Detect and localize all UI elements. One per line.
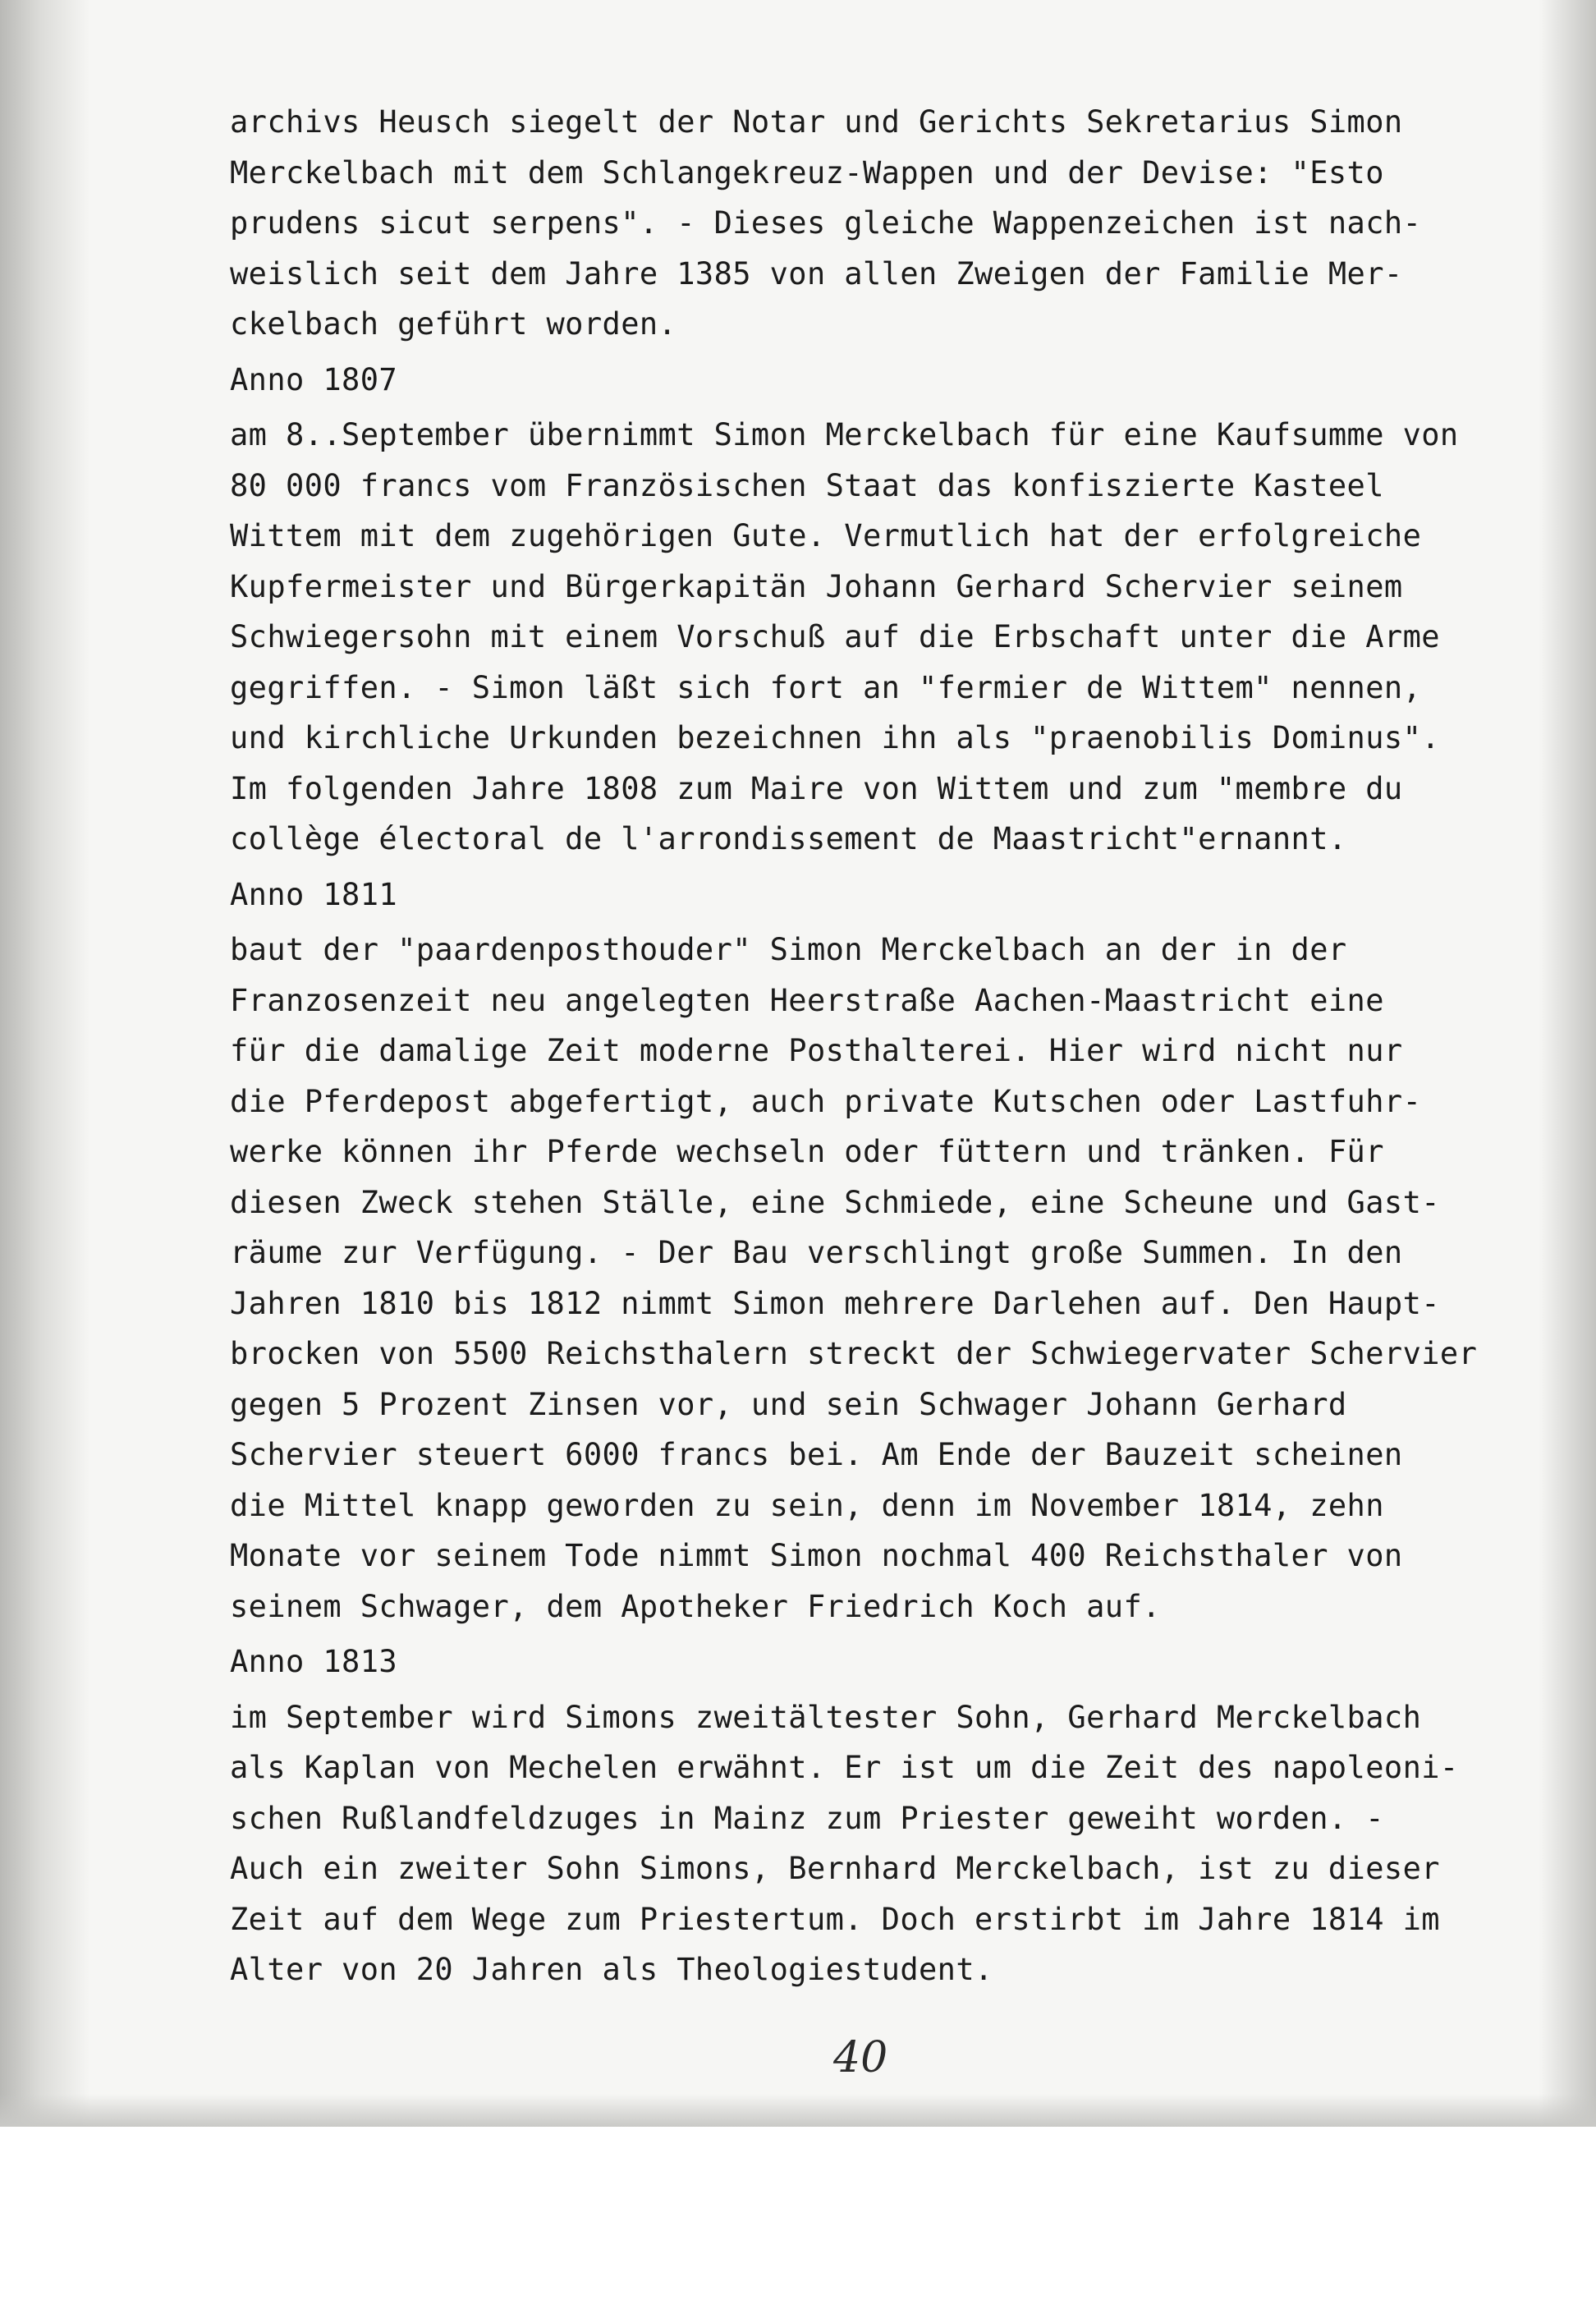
text-line: gegen 5 Prozent Zinsen vor, und sein Schwager Johann Gerhard — [230, 1386, 1347, 1422]
text-line: brocken von 5500 Reichsthalern streckt der Schwiegervater Schervier — [230, 1336, 1478, 1371]
text-line: für die damalige Zeit moderne Posthalterei. Hier wird nicht nur — [230, 1033, 1403, 1068]
text-line: Monate vor seinem Tode nimmt Simon nochmal 400 Reichsthaler von — [230, 1538, 1403, 1573]
text-line: Zeit auf dem Wege zum Priestertum. Doch erstirbt im Jahre 1814 im — [230, 1901, 1440, 1937]
text-line: die Pferdepost abgefertigt, auch private Kutschen oder Lastfuhr- — [230, 1083, 1422, 1119]
text-line: Schwiegersohn mit einem Vorschuß auf die Erbschaft unter die Arme — [230, 619, 1440, 654]
text-line: schen Rußlandfeldzuges in Mainz zum Priester geweiht worden. - — [230, 1800, 1384, 1836]
section-heading-anno-1811: Anno 1811 — [230, 876, 398, 912]
text-line: weislich seit dem Jahre 1385 von allen Zweigen der Familie Mer- — [230, 255, 1403, 292]
text-line: Schervier steuert 6000 francs bei. Am Ende der Bauzeit scheinen — [230, 1437, 1403, 1472]
text-line: werke können ihr Pferde wechseln oder füttern und tränken. Für — [230, 1134, 1384, 1169]
text-line: 80 000 francs vom Französischen Staat das konfiszierte Kasteel — [230, 467, 1384, 503]
handwritten-page-number: 40 — [833, 2033, 888, 2082]
text-line: Alter von 20 Jahren als Theologiestudent. — [230, 1952, 993, 1987]
text-line: und kirchliche Urkunden bezeichnen ihn als "praenobilis Dominus". — [230, 720, 1440, 755]
text-line: am 8..September übernimmt Simon Merckelbach für eine Kaufsumme von — [230, 417, 1459, 452]
text-line: Franzosenzeit neu angelegten Heerstraße Aachen-Maastricht eine — [230, 982, 1384, 1018]
section-heading-anno-1813: Anno 1813 — [230, 1644, 398, 1679]
text-line: collège électoral de l'arrondissement de Maastricht"ernannt. — [230, 821, 1347, 856]
text-line: Auch ein zweiter Sohn Simons, Bernhard Merckelbach, ist zu dieser — [230, 1851, 1440, 1886]
paragraph-anno-1807 — [230, 355, 1568, 865]
section-heading-anno-1807: Anno 1807 — [230, 361, 398, 397]
text-line: ckelbach geführt worden. — [230, 306, 677, 342]
text-line: Jahren 1810 bis 1812 nimmt Simon mehrere Darlehen auf. Den Haupt- — [230, 1285, 1440, 1321]
paragraph-anno-1811 — [230, 870, 1568, 1632]
text-line: als Kaplan von Mechelen erwähnt. Er ist um die Zeit des napoleoni- — [230, 1750, 1459, 1785]
text-line: im September wird Simons zweitältester Sohn, Gerhard Merckelbach — [230, 1699, 1422, 1735]
text-line: diesen Zweck stehen Ställe, eine Schmiede, eine Scheune und Gast- — [230, 1184, 1440, 1220]
text-line: die Mittel knapp geworden zu sein, denn im November 1814, zehn — [230, 1487, 1384, 1523]
text-line: prudens sicut serpens". - Dieses gleiche Wappenzeichen ist nach- — [230, 205, 1422, 241]
paragraph-anno-1813 — [230, 1637, 1568, 1995]
text-line: baut der "paardenposthouder" Simon Merckelbach an der in der — [230, 932, 1347, 967]
text-line: Im folgenden Jahre 1808 zum Maire von Wittem und zum "membre du — [230, 770, 1403, 806]
text-line: Merckelbach mit dem Schlangekreuz-Wappen und der Devise: "Esto — [230, 154, 1384, 191]
text-line: Kupfermeister und Bürgerkapitän Johann Gerhard Schervier seinem — [230, 568, 1403, 604]
typewritten-text-body — [230, 97, 1568, 1995]
scan-shadow-left — [0, 0, 90, 2127]
text-line: archivs Heusch siegelt der Notar und Gerichts Sekretarius Simon — [230, 104, 1403, 140]
scan-shadow-bottom — [0, 2094, 1596, 2127]
text-line: räume zur Verfügung. - Der Bau verschlingt große Summen. In den — [230, 1235, 1403, 1270]
paragraph-intro — [230, 97, 1568, 350]
text-line: Wittem mit dem zugehörigen Gute. Vermutlich hat der erfolgreiche — [230, 518, 1422, 553]
text-line: seinem Schwager, dem Apotheker Friedrich Koch auf. — [230, 1588, 1161, 1624]
text-line: gegriffen. - Simon läßt sich fort an "fermier de Wittem" nennen, — [230, 669, 1422, 705]
